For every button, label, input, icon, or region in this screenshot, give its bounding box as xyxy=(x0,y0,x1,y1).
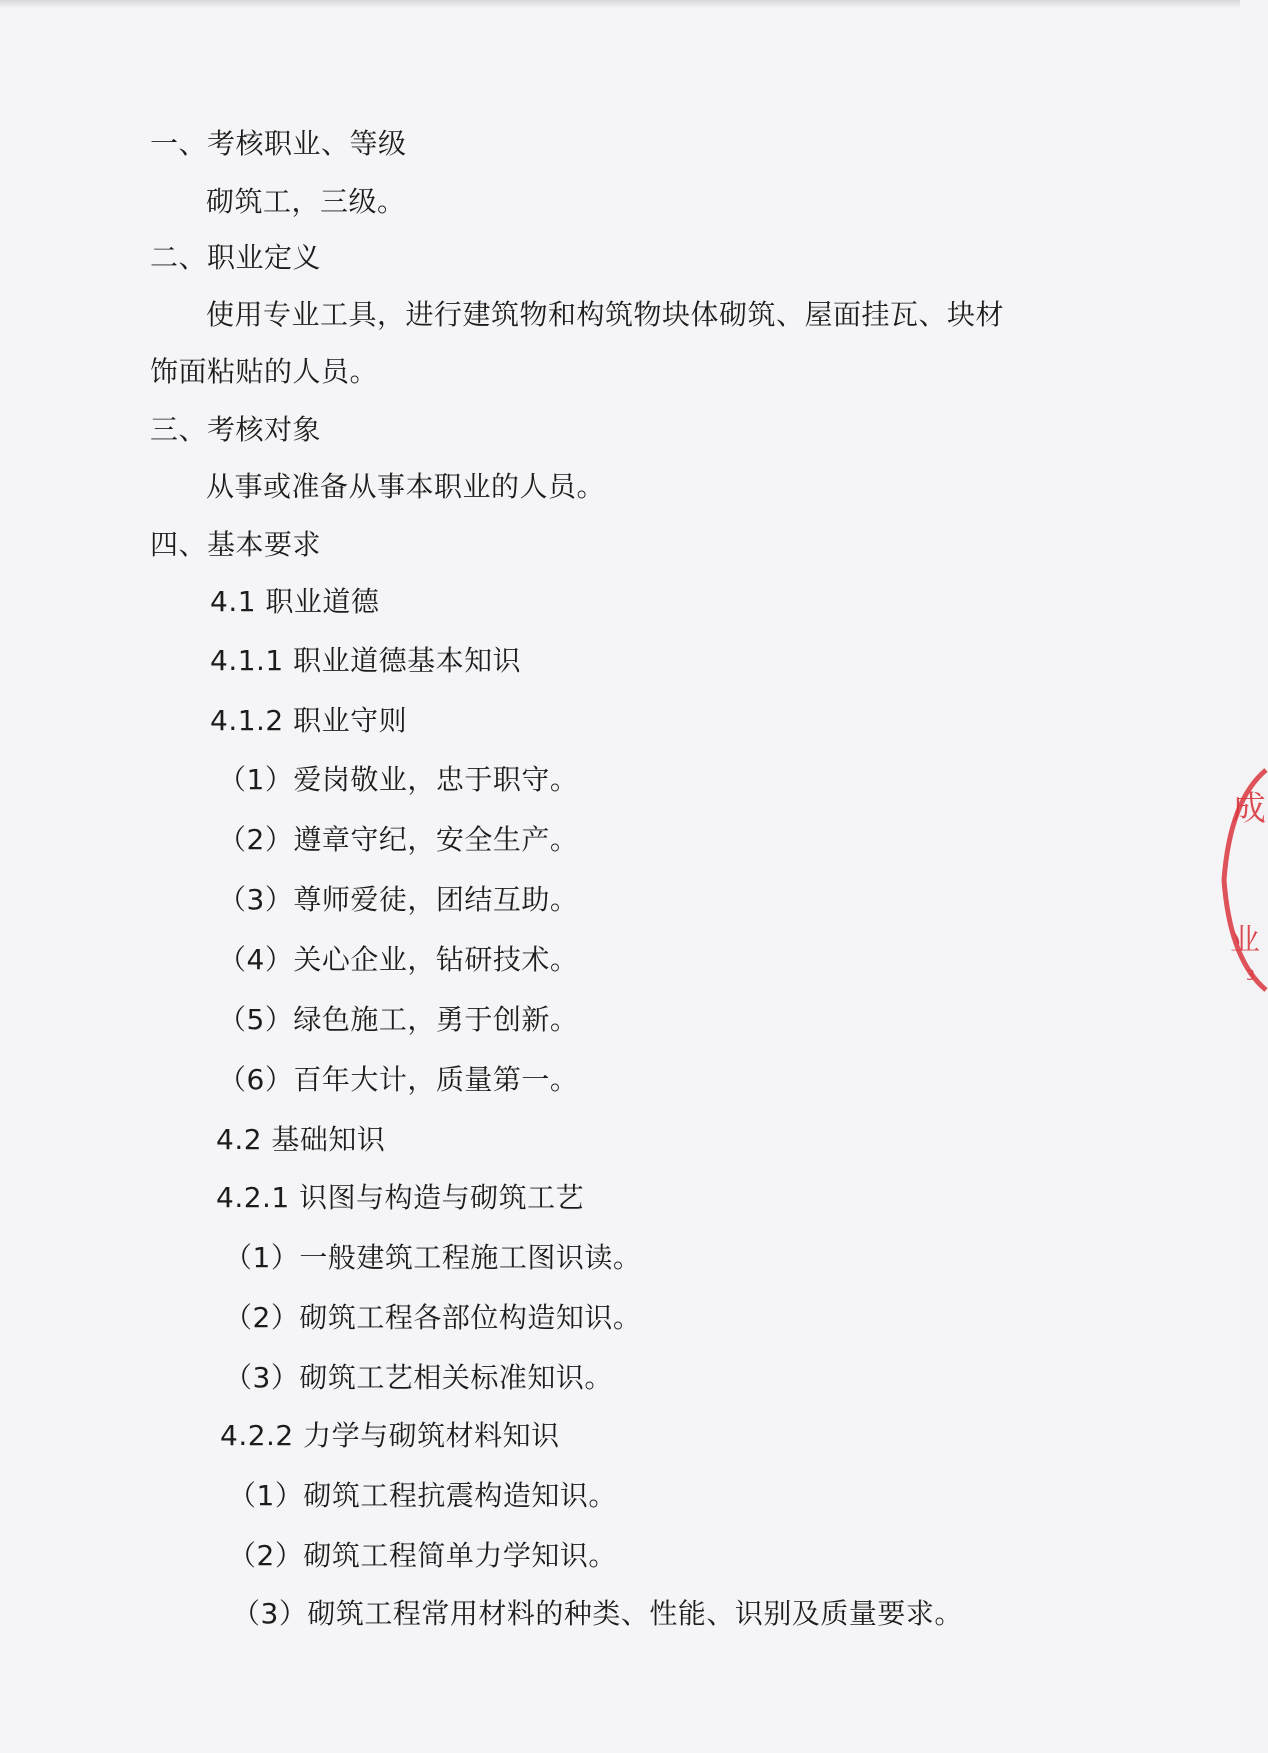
section-heading-4: 四、基本要求 xyxy=(150,528,322,561)
svg-text:成: 成 xyxy=(1232,789,1266,829)
list-item: （6）百年大计，质量第一。 xyxy=(218,1063,579,1096)
paragraph: 砌筑工，三级。 xyxy=(206,185,406,218)
subsection-heading: 4.1.2 职业守则 xyxy=(210,704,408,737)
list-item: （4）关心企业，钻研技术。 xyxy=(218,943,579,976)
paragraph: 从事或准备从事本职业的人员。 xyxy=(206,470,606,503)
svg-text:3: 3 xyxy=(1246,968,1255,984)
svg-text:业: 业 xyxy=(1230,923,1260,958)
list-item: （3）尊师爱徒，团结互助。 xyxy=(218,883,579,916)
list-item: （2）砌筑工程各部位构造知识。 xyxy=(224,1301,642,1334)
section-heading-2: 二、职业定义 xyxy=(150,241,322,274)
list-item: （2）砌筑工程简单力学知识。 xyxy=(228,1539,617,1572)
subsection-heading: 4.1 职业道德 xyxy=(210,585,380,618)
subsection-heading: 4.2.2 力学与砌筑材料知识 xyxy=(220,1419,560,1452)
list-item: （1）一般建筑工程施工图识读。 xyxy=(224,1241,642,1274)
list-item: （2）遵章守纪，安全生产。 xyxy=(218,823,579,856)
subsection-heading: 4.2 基础知识 xyxy=(216,1123,386,1156)
list-item: （1）砌筑工程抗震构造知识。 xyxy=(228,1479,617,1512)
list-item: （3）砌筑工艺相关标准知识。 xyxy=(224,1361,613,1394)
paragraph: 使用专业工具，进行建筑物和构筑物块体砌筑、屋面挂瓦、块材 xyxy=(206,298,1005,331)
scan-edge xyxy=(0,0,1240,8)
list-item: （1）爱岗敬业，忠于职守。 xyxy=(218,763,579,796)
section-heading-1: 一、考核职业、等级 xyxy=(150,127,407,160)
list-item: （3）砌筑工程常用材料的种类、性能、识别及质量要求。 xyxy=(232,1597,963,1630)
subsection-heading: 4.2.1 识图与构造与砌筑工艺 xyxy=(216,1181,585,1214)
official-seal-fragment xyxy=(1212,760,1268,1000)
list-item: （5）绿色施工，勇于创新。 xyxy=(218,1003,579,1036)
subsection-heading: 4.1.1 职业道德基本知识 xyxy=(210,644,522,677)
paragraph: 饰面粘贴的人员。 xyxy=(150,355,379,388)
section-heading-3: 三、考核对象 xyxy=(150,413,322,446)
